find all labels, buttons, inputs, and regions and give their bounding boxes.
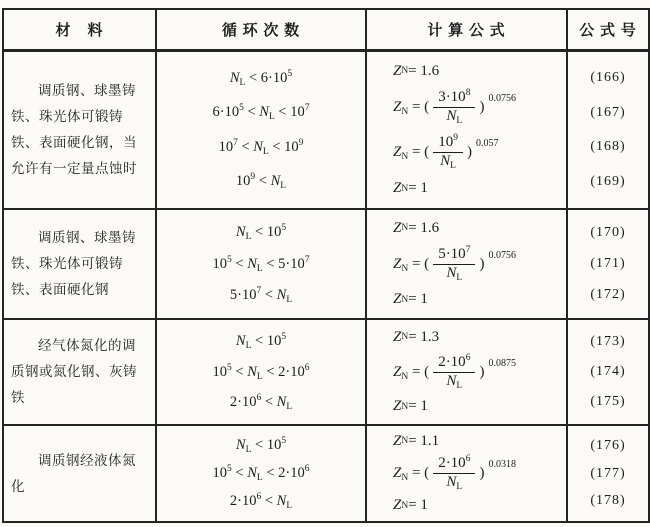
- formula: $Z_N$ = ( $\frac{2\cdot 10^6}{N_L}$ ) 0.0875: [393, 352, 516, 391]
- cycle-range: $2\cdot 10^6 < N_L$: [229, 492, 293, 511]
- cycle-range: $10^9 < N_L$: [235, 172, 287, 192]
- fraction: $\frac{10^9}{N_L}$: [433, 135, 463, 170]
- formula-number: (173): [590, 334, 626, 349]
- formula-number-cell: [568, 52, 648, 210]
- formula: Z N = 1.3: [393, 328, 440, 345]
- cycle-range: $N_L < 10^5$: [235, 332, 287, 352]
- exponent: 0.0875: [488, 357, 516, 369]
- formula-cell: [367, 52, 568, 210]
- formula-number-cell: [568, 320, 648, 426]
- cycle-range: $5\cdot 10^7 < N_L$: [229, 285, 293, 305]
- material-cell: [4, 210, 157, 320]
- material-text: 经气体氮化的调质钢或氮化钢、灰铸铁: [11, 338, 137, 405]
- cycle-range: $N_L < 10^5$: [235, 436, 287, 455]
- formula-table: [2, 8, 650, 523]
- cycles-cell: [157, 320, 367, 426]
- formula-number: (168): [590, 139, 626, 155]
- formula-number: (177): [590, 465, 626, 481]
- col-header-cycles: 循 环 次 数: [157, 10, 367, 52]
- material-cell: [4, 52, 157, 210]
- col-header-material: 材 料: [4, 10, 157, 52]
- formula: Z N = 1.6: [393, 219, 440, 236]
- formula: $Z_N$ = ( $\frac{3\cdot 10^8}{N_L}$ ) 0.0756: [393, 88, 516, 126]
- cycle-range: $10^7 < N_L < 10^9$: [218, 137, 304, 157]
- formula-number: (174): [590, 364, 626, 379]
- formula-number: (172): [590, 287, 626, 302]
- cycle-range: $10^5 < N_L < 5\cdot 10^7$: [212, 254, 310, 274]
- formula: $Z_N$ = ( $\frac{2\cdot 10^6}{N_L}$ ) 0.0318: [393, 454, 516, 492]
- cycle-range: $10^5 < N_L < 2\cdot 10^6$: [212, 464, 310, 483]
- formula-number-cell: [568, 426, 648, 521]
- formula-number: (171): [590, 256, 626, 271]
- material-text: 调质钢、球墨铸铁、珠光体可锻铸铁、表面硬化钢: [11, 230, 136, 297]
- formula-number: (178): [590, 493, 626, 509]
- col-header-formula-number: 公 式 号: [568, 10, 648, 52]
- col-header-formula: 计 算 公 式: [367, 10, 568, 52]
- exponent: 0.0756: [488, 249, 516, 261]
- material-text: 调质钢经液体氮化: [11, 452, 136, 494]
- formula: Z N = 1.1: [393, 432, 440, 449]
- formula: Z N = 1: [393, 398, 428, 415]
- material-cell: [4, 320, 157, 426]
- cycle-range: $6\cdot 10^5 < N_L < 10^7$: [212, 103, 310, 123]
- formula: Z N = 1: [393, 180, 428, 197]
- formula-cell: [367, 426, 568, 521]
- formula: Z N = 1: [393, 291, 428, 308]
- formula-number: (176): [590, 437, 626, 453]
- cycles-cell: [157, 210, 367, 320]
- formula: Z N = 1: [393, 497, 428, 514]
- material-cell: [4, 426, 157, 521]
- formula: Z N = 1.6: [393, 62, 440, 79]
- exponent: 0.0318: [488, 459, 516, 470]
- formula: $Z_N$ = ( $\frac{10^9}{N_L}$ ) 0.057: [393, 133, 499, 172]
- fraction: $\frac{2\cdot 10^6}{N_L}$: [433, 355, 475, 390]
- formula-number: (169): [590, 173, 626, 189]
- formula-number: (166): [590, 70, 626, 86]
- cycles-cell: [157, 426, 367, 521]
- formula-number: (170): [590, 225, 626, 240]
- cycle-range: $N_L < 10^5$: [235, 223, 287, 243]
- fraction: $\frac{3\cdot 10^8}{N_L}$: [433, 90, 475, 125]
- formula-cell: [367, 210, 568, 320]
- formula-cell: [367, 320, 568, 426]
- cycle-range: $10^5 < N_L < 2\cdot 10^6$: [212, 362, 310, 382]
- formula-number: (167): [590, 104, 626, 120]
- exponent: 0.0756: [488, 92, 516, 104]
- cycle-range: $2\cdot 10^6 < N_L$: [229, 392, 293, 412]
- formula: $Z_N$ = ( $\frac{5\cdot 10^7}{N_L}$ ) 0.0756: [393, 244, 516, 283]
- material-text: 调质钢、球墨铸铁、珠光体可锻铸铁、表面硬化钢，当允许有一定量点蚀时: [11, 83, 137, 176]
- exponent: 0.057: [475, 138, 499, 150]
- cycles-cell: [157, 52, 367, 210]
- fraction: $\frac{5\cdot 10^7}{N_L}$: [433, 247, 475, 282]
- fraction: $\frac{2\cdot 10^6}{N_L}$: [433, 456, 475, 491]
- formula-number-cell: [568, 210, 648, 320]
- formula-number: (175): [590, 394, 626, 409]
- cycle-range: $N_L < 6\cdot 10^5$: [229, 68, 293, 88]
